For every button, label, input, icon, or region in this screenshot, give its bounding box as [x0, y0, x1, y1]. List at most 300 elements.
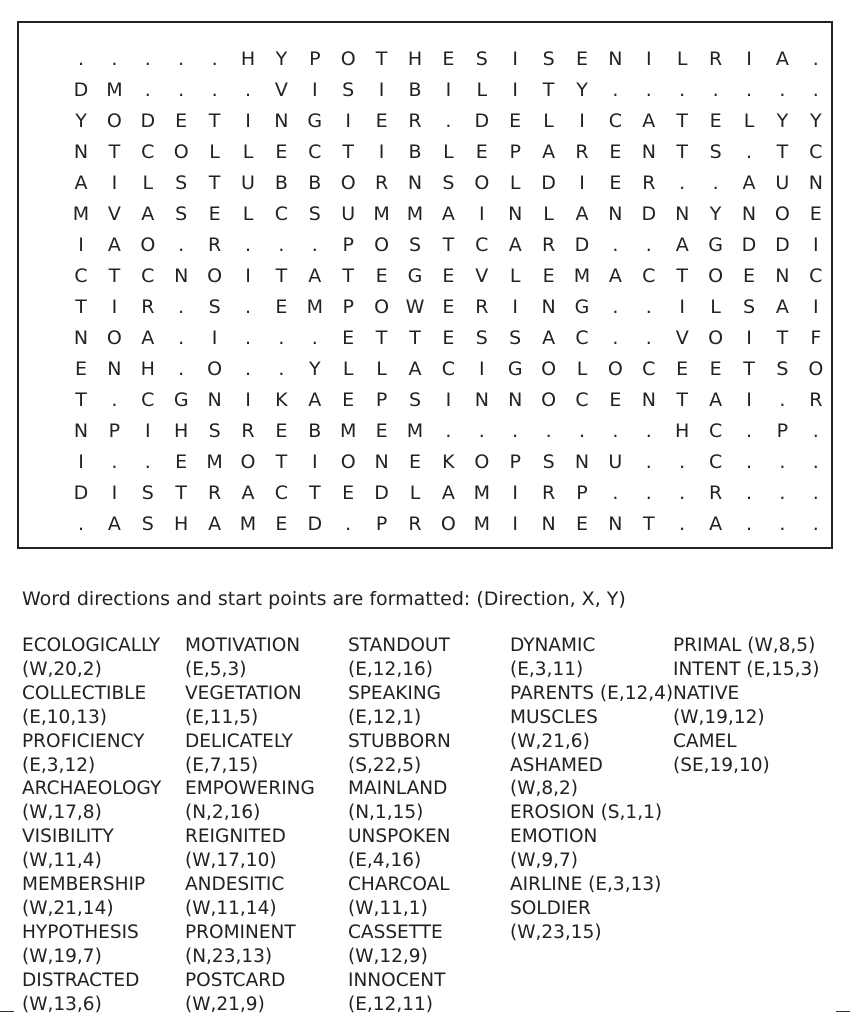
grid-cell: D [541, 172, 556, 194]
grid-cell: N [675, 203, 690, 225]
grid-cell: I [311, 451, 318, 473]
grid-cell: L [242, 141, 254, 163]
word-list-column-4 [510, 634, 673, 945]
word-entry: EMOTION [510, 826, 598, 848]
word-entry: DELICATELY [185, 730, 293, 752]
grid-cell: T [75, 389, 87, 411]
grid-cell: I [579, 110, 585, 132]
word-position: (S,22,5) [348, 754, 422, 776]
word-entry: MOTIVATION [185, 635, 301, 656]
grid-cell: E [442, 265, 455, 287]
word-entry: PRIMAL (W,8,5) [673, 635, 816, 656]
grid-cell: M [206, 451, 223, 473]
grid-cell: L [376, 358, 387, 380]
grid-cell: N [608, 48, 623, 70]
grid-cell: E [442, 48, 455, 70]
grid-cell: . [812, 79, 819, 101]
word-position: (W,17,8) [22, 802, 102, 824]
word-entry: (SE,19,10) [673, 754, 770, 776]
grid-cell: . [211, 48, 218, 70]
word-position: (E,3,12) [22, 754, 96, 776]
grid-cell: T [308, 482, 321, 504]
grid-cell: A [542, 327, 556, 349]
grid-cell: T [342, 141, 354, 163]
grid-cell: . [712, 172, 719, 194]
word-entry: MUSCLES [510, 706, 598, 728]
grid-cell: T [75, 296, 87, 318]
grid-row [19, 478, 831, 509]
grid-cell: . [345, 513, 352, 535]
grid-cell: . [679, 172, 686, 194]
word-entry: VEGETATION [185, 682, 302, 704]
grid-cell: . [178, 79, 185, 101]
grid-cell: R [541, 234, 556, 256]
word-list-column-1 [22, 634, 161, 1017]
grid-cell: N [174, 265, 189, 287]
word-list-column-5 [673, 634, 820, 777]
grid-cell: I [378, 141, 385, 163]
grid-cell: M [306, 296, 323, 318]
grid-cell: D [307, 513, 323, 535]
grid-cell: H [675, 420, 690, 442]
grid-cell: . [779, 389, 786, 411]
word-position: (W,17,10) [185, 850, 277, 872]
word-position: (W,19,7) [22, 945, 102, 967]
grid-row [19, 261, 831, 292]
grid-cell: E [709, 358, 722, 380]
word-list-column-2 [185, 634, 315, 1017]
grid-cell: P [375, 389, 388, 411]
word-position: (N,1,15) [348, 802, 424, 824]
grid-cell: . [779, 451, 786, 473]
word-entry: CASSETTE [348, 921, 443, 943]
grid-cell: . [144, 451, 151, 473]
grid-cell: I [512, 482, 518, 504]
grid-cell: R [708, 48, 723, 70]
grid-cell: I [245, 265, 251, 287]
grid-cell: T [776, 141, 789, 163]
grid-cell: R [241, 420, 255, 442]
grid-cell: . [278, 234, 285, 256]
grid-cell: Y [75, 110, 87, 132]
grid-cell: N [641, 389, 656, 411]
grid-cell: E [575, 48, 588, 70]
grid-cell: S [475, 327, 488, 349]
grid-cell: E [375, 265, 388, 287]
grid-cell: G [307, 110, 323, 132]
grid-cell: . [679, 451, 686, 473]
grid-cell: . [745, 141, 753, 163]
grid-cell: R [809, 389, 823, 411]
grid-cell: E [275, 420, 288, 442]
grid-cell: S [175, 172, 188, 194]
grid-cell: C [642, 265, 656, 287]
grid-cell: C [809, 141, 823, 163]
grid-cell: N [775, 265, 790, 287]
grid-cell: T [642, 513, 655, 535]
grid-cell: . [612, 296, 619, 318]
grid-cell: P [576, 482, 588, 504]
grid-cell: S [342, 79, 355, 101]
grid-row [19, 199, 831, 230]
grid-cell: E [275, 513, 288, 535]
grid-cell: T [275, 451, 288, 473]
grid-cell: A [608, 265, 622, 287]
grid-cell: O [374, 234, 390, 256]
grid-cell: . [278, 327, 285, 349]
grid-cell: . [645, 482, 652, 504]
grid-cell: B [408, 79, 422, 101]
grid-cell: E [175, 451, 188, 473]
grid-cell: T [375, 48, 388, 70]
grid-cell: O [340, 451, 356, 473]
grid-cell: L [509, 265, 521, 287]
corner-mark-left [0, 1011, 14, 1012]
grid-cell: C [642, 358, 656, 380]
grid-cell: E [475, 141, 488, 163]
grid-cell: O [774, 203, 790, 225]
grid-cell: C [575, 327, 589, 349]
grid-cell: T [208, 110, 221, 132]
grid-cell: M [473, 482, 490, 504]
grid-cell: L [543, 203, 554, 225]
grid-cell: U [341, 203, 356, 225]
word-position: (W,13,6) [22, 993, 102, 1015]
word-entry: (E,3,11) [510, 658, 584, 680]
grid-cell: S [175, 203, 188, 225]
grid-cell: I [445, 79, 452, 101]
grid-cell: C [274, 482, 289, 504]
grid-cell: N [474, 389, 489, 411]
grid-cell: I [245, 110, 251, 132]
grid-cell: R [207, 482, 222, 504]
grid-cell: . [612, 482, 619, 504]
grid-cell: A [709, 389, 723, 411]
word-position: (W,21,9) [185, 993, 265, 1015]
grid-cell: P [342, 296, 354, 318]
word-entry: ECOLOGICALLY [22, 635, 161, 656]
grid-cell: Y [576, 79, 588, 101]
grid-cell: H [140, 358, 155, 380]
grid-row [19, 44, 831, 75]
word-entry: CHARCOAL [348, 874, 450, 896]
grid-cell: A [107, 234, 121, 256]
grid-cell: O [808, 358, 824, 380]
grid-cell: . [178, 48, 185, 70]
grid-cell: E [809, 203, 822, 225]
grid-cell: B [408, 141, 422, 163]
grid-cell: R [374, 172, 389, 194]
grid-cell: P [776, 420, 789, 442]
grid-cell: . [77, 513, 85, 535]
grid-cell: U [775, 172, 790, 194]
grid-cell: N [207, 389, 222, 411]
grid-cell: E [709, 110, 722, 132]
grid-cell: O [607, 358, 623, 380]
grid-cell: N [508, 389, 523, 411]
word-entry: (W,21,6) [510, 730, 590, 752]
grid-cell: G [407, 265, 423, 287]
grid-cell: S [542, 48, 555, 70]
grid-cell: T [676, 141, 688, 163]
grid-cell: . [178, 327, 185, 349]
word-entry: PROMINENT [185, 921, 296, 943]
grid-cell: A [441, 482, 455, 504]
grid-cell: T [542, 79, 555, 101]
grid-cell: E [375, 110, 388, 132]
grid-cell: . [745, 420, 753, 442]
grid-cell: . [111, 48, 118, 70]
grid-cell: I [512, 79, 518, 101]
grid-cell: A [208, 513, 222, 535]
grid-cell: I [746, 48, 752, 70]
grid-cell: V [274, 79, 288, 101]
grid-row [19, 509, 831, 540]
word-entry: STUBBORN [348, 730, 451, 752]
grid-cell: . [111, 389, 118, 411]
grid-cell: E [442, 296, 455, 318]
grid-cell: U [608, 451, 623, 473]
grid-cell: S [408, 234, 422, 256]
grid-cell: . [578, 420, 586, 442]
grid-cell: L [409, 482, 421, 504]
grid-cell: Y [809, 110, 822, 132]
grid-cell: R [141, 296, 155, 318]
grid-cell: C [475, 234, 489, 256]
word-entry: ANDESITIC [185, 874, 285, 896]
grid-cell: O [207, 265, 223, 287]
grid-cell: T [743, 358, 755, 380]
grid-cell: I [812, 296, 819, 318]
grid-cell: T [776, 327, 789, 349]
grid-cell: . [812, 482, 819, 504]
grid-cell: N [73, 420, 89, 442]
grid-cell: E [175, 110, 188, 132]
grid-cell: R [541, 482, 556, 504]
grid-cell: . [311, 327, 318, 349]
grid-cell: T [375, 327, 388, 349]
grid-cell: M [339, 420, 357, 442]
grid-row [19, 416, 831, 447]
grid-cell: N [407, 172, 423, 194]
grid-row [19, 75, 831, 106]
grid-row [19, 354, 831, 385]
grid-cell: . [812, 48, 819, 70]
grid-cell: A [542, 141, 556, 163]
grid-cell: . [244, 79, 252, 101]
grid-cell: O [207, 358, 223, 380]
grid-cell: M [406, 420, 424, 442]
grid-cell: A [141, 327, 155, 349]
grid-cell: C [141, 141, 155, 163]
grid-cell: . [244, 234, 252, 256]
grid-cell: S [509, 327, 522, 349]
grid-cell: I [211, 327, 218, 349]
grid-cell: I [512, 48, 518, 70]
grid-cell: M [473, 513, 490, 535]
grid-cell: I [78, 234, 84, 256]
grid-cell: E [609, 172, 622, 194]
grid-cell: H [240, 48, 256, 70]
grid-row [19, 137, 831, 168]
grid-cell: O [708, 265, 724, 287]
grid-cell: I [144, 420, 151, 442]
grid-cell: O [708, 327, 724, 349]
grid-cell: . [779, 79, 786, 101]
grid-cell: G [708, 234, 723, 256]
grid-cell: L [142, 172, 154, 194]
grid-cell: N [574, 451, 590, 473]
grid-cell: A [575, 203, 589, 225]
grid-cell: . [178, 358, 185, 380]
grid-cell: C [708, 420, 723, 442]
grid-cell: . [545, 420, 552, 442]
grid-cell: . [812, 451, 819, 473]
grid-cell: T [676, 389, 688, 411]
grid-cell: S [475, 48, 488, 70]
grid-cell: O [106, 327, 122, 349]
grid-cell: . [244, 358, 252, 380]
grid-cell: N [741, 203, 757, 225]
grid-cell: Y [709, 203, 722, 225]
grid-cell: N [608, 203, 623, 225]
grid-row [19, 230, 831, 261]
grid-cell: M [239, 513, 257, 535]
grid-cell: C [708, 451, 723, 473]
word-entry: MEMBERSHIP [22, 874, 146, 896]
word-entry: CAMEL [673, 730, 737, 752]
grid-cell: P [309, 48, 321, 70]
word-entry: VISIBILITY [22, 826, 114, 848]
grid-cell: A [742, 172, 756, 194]
grid-cell: F [810, 327, 822, 349]
grid-cell: T [108, 265, 121, 287]
word-position: (W,11,14) [185, 897, 277, 919]
grid-cell: . [679, 513, 686, 535]
grid-cell: V [475, 265, 489, 287]
grid-cell: O [140, 234, 156, 256]
grid-cell: L [710, 296, 721, 318]
grid-cell: A [709, 513, 723, 535]
word-entry: (W,9,7) [510, 850, 579, 872]
grid-cell: I [345, 110, 351, 132]
word-position: (W,21,14) [22, 897, 114, 919]
grid-cell: B [308, 172, 322, 194]
grid-cell: . [712, 79, 719, 101]
grid-cell: . [445, 420, 452, 442]
grid-cell: T [409, 327, 421, 349]
grid-cell: M [72, 203, 90, 225]
word-entry: PARENTS (E,12,4) [510, 682, 674, 704]
grid-cell: . [645, 451, 652, 473]
grid-cell: M [373, 203, 390, 225]
grid-cell: C [441, 358, 456, 380]
grid-cell: E [375, 420, 388, 442]
grid-cell: L [576, 358, 588, 380]
grid-cell: E [442, 327, 455, 349]
grid-cell: L [509, 172, 521, 194]
word-position: (W,11,1) [348, 897, 428, 919]
word-position: (E,11,5) [185, 706, 259, 728]
word-position: (E,12,1) [348, 706, 422, 728]
grid-cell: D [474, 110, 490, 132]
grid-cell: I [111, 172, 118, 194]
grid-cell: L [342, 358, 354, 380]
grid-cell: G [507, 358, 523, 380]
grid-cell: P [108, 420, 121, 442]
grid-cell: A [141, 203, 155, 225]
word-entry: INNOCENT [348, 969, 446, 991]
grid-cell: E [609, 141, 622, 163]
grid-cell: C [608, 110, 623, 132]
grid-cell: N [73, 141, 89, 163]
grid-cell: . [779, 482, 786, 504]
grid-cell: D [741, 234, 757, 256]
grid-cell: A [775, 48, 789, 70]
grid-cell: G [173, 389, 189, 411]
grid-cell: H [174, 513, 189, 535]
grid-cell: V [107, 203, 121, 225]
grid-cell: C [575, 389, 589, 411]
grid-cell: K [275, 389, 288, 411]
word-entry: AIRLINE (E,3,13) [510, 874, 662, 896]
grid-cell: M [573, 265, 591, 287]
word-entry: UNSPOKEN [348, 826, 451, 848]
grid-cell: I [512, 296, 518, 318]
grid-cell: O [374, 296, 390, 318]
grid-cell: N [73, 327, 89, 349]
grid-cell: A [241, 482, 255, 504]
grid-cell: . [612, 79, 619, 101]
grid-cell: M [106, 79, 123, 101]
grid-cell: S [208, 420, 221, 442]
word-position: (W,11,4) [22, 850, 102, 872]
grid-cell: O [541, 389, 557, 411]
grid-cell: T [175, 482, 187, 504]
grid-cell: I [311, 79, 318, 101]
grid-cell: G [574, 296, 590, 318]
word-position: (E,7,15) [185, 754, 259, 776]
grid-cell: R [575, 141, 589, 163]
grid-cell: S [742, 296, 756, 318]
grid-cell: . [645, 79, 652, 101]
grid-cell: A [74, 172, 88, 194]
word-position: (E,5,3) [185, 658, 247, 680]
grid-cell: T [275, 265, 288, 287]
grid-row [19, 106, 831, 137]
corner-mark-right [836, 1011, 850, 1012]
grid-cell: . [111, 451, 118, 473]
grid-cell: E [408, 451, 421, 473]
grid-cell: S [542, 451, 555, 473]
word-entry: EROSION (S,1,1) [510, 802, 663, 824]
grid-cell: S [442, 172, 455, 194]
grid-cell: D [641, 203, 657, 225]
word-entry: REIGNITED [185, 826, 286, 848]
word-entry: DYNAMIC [510, 635, 596, 656]
grid-cell: . [211, 79, 218, 101]
grid-cell: . [244, 296, 252, 318]
grid-cell: L [676, 48, 688, 70]
grid-row [19, 385, 831, 416]
grid-cell: P [342, 234, 354, 256]
grid-cell: O [240, 451, 256, 473]
word-position: (E,12,11) [348, 993, 433, 1015]
grid-cell: T [342, 265, 354, 287]
grid-cell: C [141, 265, 155, 287]
grid-cell: C [809, 265, 823, 287]
grid-cell: E [542, 265, 555, 287]
